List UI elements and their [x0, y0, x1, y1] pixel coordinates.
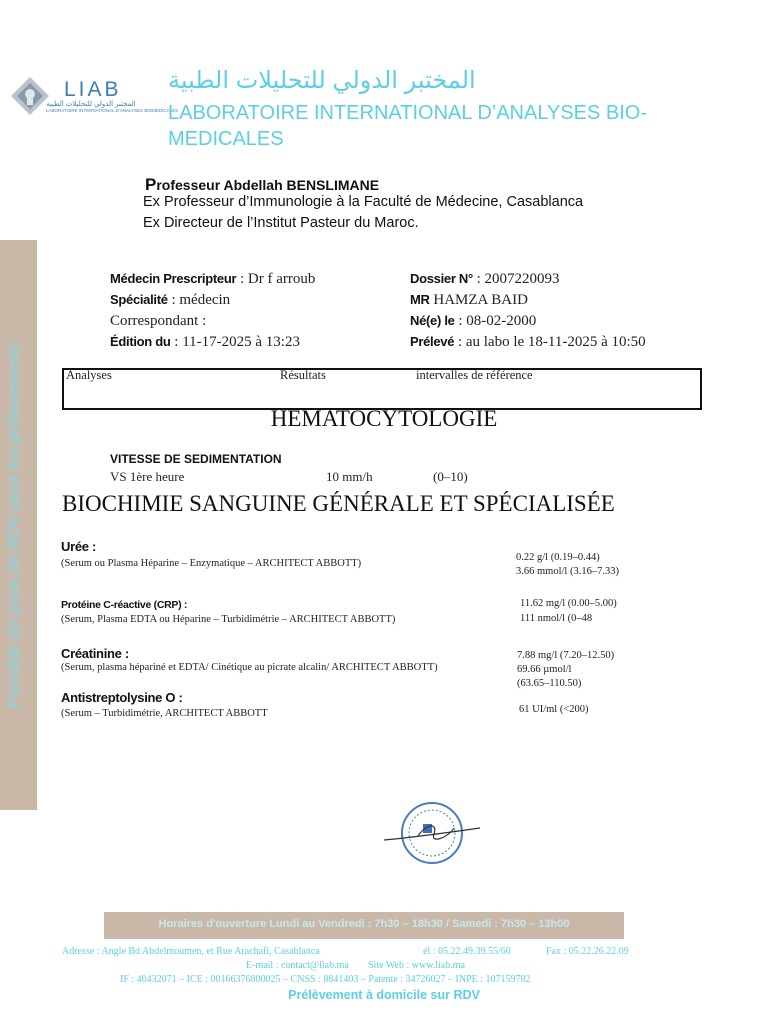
- correspondant-label: Correspondant :: [110, 313, 207, 329]
- preleve-label: Prélevé: [410, 334, 455, 349]
- section-title-hematology: HEMATOCYTOLOGIE: [270, 406, 498, 431]
- test-result-creatinine-1: 7.88 mg/l (7.20–12.50): [517, 650, 615, 661]
- test-method-creatinine: (Serum, plasma hépariné et EDTA/ Cinétique au picrate alcalin/ ARCHITECT ABBOTT): [61, 662, 438, 673]
- test-result-creatinine-3: (63.65–110.50): [517, 678, 582, 689]
- professor-name-initial: P: [145, 175, 157, 194]
- test-name-uree: Urée :: [61, 539, 97, 554]
- test-result-crp-1: 11.62 mg/l (0.00–5.00): [520, 598, 617, 609]
- column-header-results: Résultats: [280, 368, 326, 382]
- vs-test-name: VS 1ère heure: [110, 469, 185, 484]
- column-header-reference: intervalles de référence: [416, 368, 533, 382]
- dossier-label: Dossier N°: [410, 271, 473, 286]
- side-banner-text: Possible de prise de RDV pour les prélèvements: [4, 342, 23, 708]
- footer-legal-ids: IF : 40432071 – ICE : 00166376800025 – CNSS : 8841403 – Patente : 34726027 – INPE : 107159782: [120, 974, 531, 985]
- test-result-uree-2: 3.66 mmol/l (3.16–7.33): [516, 566, 619, 577]
- test-method-crp: (Serum, Plasma EDTA ou Héparine – Turbidimétrie – ARCHITECT ABBOTT): [61, 614, 396, 625]
- vs-result: 10 mm/h: [326, 469, 373, 484]
- test-name-creatinine: Créatinine :: [61, 646, 129, 661]
- correspondant-row: [110, 312, 206, 330]
- edition-label: Édition du: [110, 334, 171, 349]
- professor-name-rest: rofesseur Abdellah BENSLIMANE: [156, 177, 380, 193]
- patient-name-row: [410, 291, 528, 309]
- section-title-biochemistry: BIOCHIMIE SANGUINE GÉNÉRALE ET SPÉCIALISÉE: [62, 491, 615, 516]
- specialty-value: : médecin: [167, 292, 231, 308]
- preleve-row: [410, 333, 646, 351]
- professor-title-line2: Ex Directeur de l’Institut Pasteur du Maroc.: [143, 215, 419, 231]
- test-result-crp-2: 111 nmol/l (0–48: [520, 613, 593, 624]
- test-result-uree-1: 0.22 g/l (0.19–0.44): [516, 552, 600, 563]
- edition-row: [110, 333, 300, 351]
- footer-home-sampling: Prélèvement à domicile sur RDV: [288, 988, 480, 1002]
- prescriber-value: : Dr f arroub: [236, 271, 316, 287]
- results-table-header-box: [62, 368, 702, 410]
- professor-name: [145, 175, 379, 195]
- logo-text: LIAB: [64, 78, 122, 101]
- dossier-row: [410, 270, 560, 288]
- logo-icon: [10, 76, 50, 116]
- opening-hours-text: Horaires d'ouverture Lundi au Vendredi : 7h30 – 18h30 / Samedi : 7h30 – 13h00: [158, 918, 570, 930]
- footer-website[interactable]: Site Web : www.liab.ma: [368, 960, 465, 971]
- test-result-creatinine-2: 69.66 µmol/l: [517, 664, 572, 675]
- footer-address: Adresse : Angle Bd Abdelmoumen, et Rue Arachafi, Casablanca: [62, 946, 320, 957]
- dossier-value: : 2007220093: [472, 271, 560, 287]
- test-method-uree: (Serum ou Plasma Héparine – Enzymatique – ARCHITECT ABBOTT): [61, 558, 362, 569]
- professor-title-line1: Ex Professeur d’Immunologie à la Faculté de Médecine, Casablanca: [143, 194, 584, 210]
- logo-subtitle-ar: المختبر الدولي للتحليلات الطبية: [46, 101, 136, 108]
- test-name-aslo: Antistreptolysine O :: [61, 690, 183, 705]
- prescriber-label: Médecin Prescripteur: [110, 271, 237, 286]
- footer-fax: Fax : 05.22.26.22.09: [546, 946, 629, 957]
- test-result-aslo-1: 61 UI/ml (<200): [519, 704, 589, 715]
- dob-value: : 08-02-2000: [454, 313, 537, 329]
- footer-phone: él : 05.22.49.39.55/60: [423, 946, 511, 957]
- stamp-signature-image: [378, 798, 484, 868]
- specialty-row: [110, 291, 230, 309]
- dob-row: [410, 312, 536, 330]
- patient-name: HAMZA BAID: [429, 292, 528, 308]
- footer-email[interactable]: E-mail : contact@liab.ma: [246, 960, 349, 971]
- preleve-value: : au labo le 18-11-2025 à 10:50: [454, 334, 646, 350]
- dob-label: Né(e) le: [410, 313, 455, 328]
- vs-subtitle: VITESSE DE SEDIMENTATION: [110, 452, 282, 466]
- patient-mr-label: MR: [410, 292, 430, 307]
- logo-subtitle-fr: LABORATOIRE INTERNATIONAL D'ANALYSES BIOMEDICALES: [46, 108, 179, 113]
- specialty-label: Spécialité: [110, 292, 168, 307]
- lab-name-arabic: المختبر الدولي للتحليلات الطبية: [168, 67, 476, 94]
- column-header-analyses: Analyses: [66, 368, 112, 382]
- vs-reference-range: (0–10): [433, 469, 468, 484]
- prescriber-row: [110, 270, 315, 288]
- test-name-crp: Protéine C-réactive (CRP) :: [61, 599, 188, 611]
- test-method-aslo: (Serum – Turbidimétrie, ARCHITECT ABBOTT: [61, 708, 268, 719]
- edition-value: : 11-17-2025 à 13:23: [170, 334, 300, 350]
- lab-name-french: LABORATOIRE INTERNATIONAL D’ANALYSES BIO-MEDICALES: [168, 102, 647, 150]
